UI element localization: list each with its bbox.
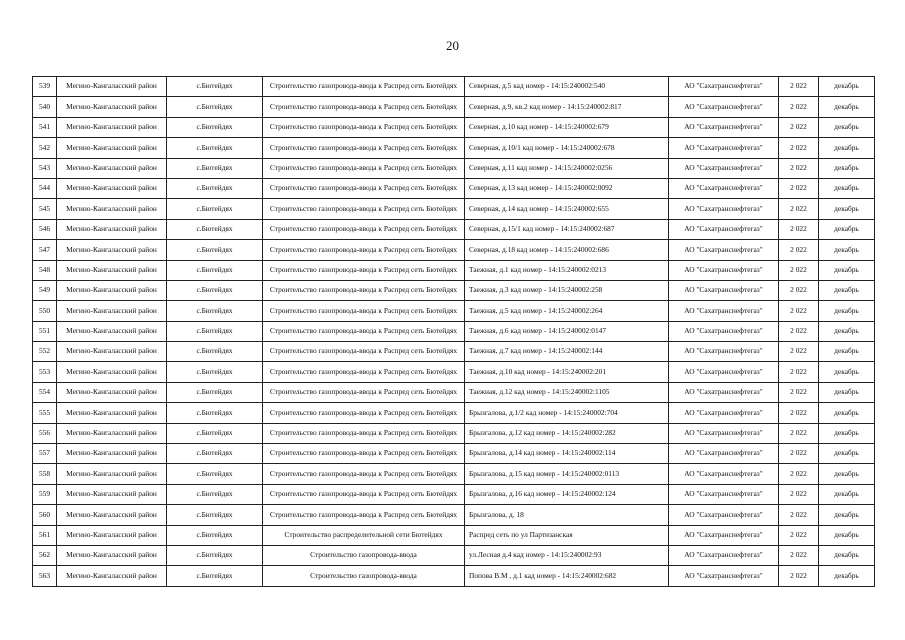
table-row	[33, 280, 875, 300]
work-description-cell: Строительство газопровода-ввода к Распред сеть Бютейдях	[263, 77, 465, 97]
month-cell: декабрь	[819, 423, 875, 443]
district-cell: Мегино-Кангаласский район	[57, 505, 167, 525]
address-cell: Таежная, д.5 кад номер - 14:15:240002:264	[465, 301, 669, 321]
organization-cell: АО "Сахатранснефтегаз"	[669, 178, 779, 198]
district-cell: Мегино-Кангаласский район	[57, 423, 167, 443]
address-cell: ул.Лесная д.4 кад номер - 14:15:240002:93	[465, 545, 669, 565]
table-row	[33, 240, 875, 260]
village-cell: с.Бютейдях	[167, 301, 263, 321]
row-number: 546	[33, 219, 57, 239]
work-description-cell: Строительство газопровода-ввода к Распред сеть Бютейдях	[263, 464, 465, 484]
work-description-cell: Строительство газопровода-ввода к Распред сеть Бютейдях	[263, 382, 465, 402]
month-cell: декабрь	[819, 77, 875, 97]
address-cell: Таежная, д.10 кад номер - 14:15:240002:201	[465, 362, 669, 382]
address-cell: Северная, д.13 кад номер - 14:15:240002:0092	[465, 178, 669, 198]
district-cell: Мегино-Кангаласский район	[57, 138, 167, 158]
year-cell: 2 022	[779, 97, 819, 117]
registry-table	[32, 76, 875, 587]
row-number: 547	[33, 240, 57, 260]
year-cell: 2 022	[779, 362, 819, 382]
district-cell: Мегино-Кангаласский район	[57, 484, 167, 504]
village-cell: с.Бютейдях	[167, 403, 263, 423]
row-number: 542	[33, 138, 57, 158]
row-number: 553	[33, 362, 57, 382]
district-cell: Мегино-Кангаласский район	[57, 382, 167, 402]
row-number: 540	[33, 97, 57, 117]
table-row	[33, 525, 875, 545]
table-row	[33, 545, 875, 565]
row-number: 541	[33, 117, 57, 137]
month-cell: декабрь	[819, 403, 875, 423]
table-row	[33, 138, 875, 158]
village-cell: с.Бютейдях	[167, 280, 263, 300]
row-number: 554	[33, 382, 57, 402]
year-cell: 2 022	[779, 423, 819, 443]
district-cell: Мегино-Кангаласский район	[57, 178, 167, 198]
address-cell: Северная, д.15/1 кад номер - 14:15:240002:687	[465, 219, 669, 239]
village-cell: с.Бютейдях	[167, 260, 263, 280]
row-number: 544	[33, 178, 57, 198]
village-cell: с.Бютейдях	[167, 77, 263, 97]
district-cell: Мегино-Кангаласский район	[57, 97, 167, 117]
month-cell: декабрь	[819, 525, 875, 545]
year-cell: 2 022	[779, 117, 819, 137]
village-cell: с.Бютейдях	[167, 321, 263, 341]
district-cell: Мегино-Кангаласский район	[57, 545, 167, 565]
village-cell: с.Бютейдях	[167, 342, 263, 362]
address-cell: Северная, д.10/1 кад номер - 14:15:240002:678	[465, 138, 669, 158]
village-cell: с.Бютейдях	[167, 566, 263, 586]
organization-cell: АО "Сахатранснефтегаз"	[669, 484, 779, 504]
address-cell: Распред сеть по ул Партизанская	[465, 525, 669, 545]
village-cell: с.Бютейдях	[167, 199, 263, 219]
village-cell: с.Бютейдях	[167, 382, 263, 402]
organization-cell: АО "Сахатранснефтегаз"	[669, 362, 779, 382]
district-cell: Мегино-Кангаласский район	[57, 280, 167, 300]
table-row	[33, 403, 875, 423]
work-description-cell: Строительство газопровода-ввода	[263, 545, 465, 565]
month-cell: декабрь	[819, 280, 875, 300]
village-cell: с.Бютейдях	[167, 97, 263, 117]
work-description-cell: Строительство газопровода-ввода к Распред сеть Бютейдях	[263, 362, 465, 382]
work-description-cell: Строительство газопровода-ввода к Распред сеть Бютейдях	[263, 240, 465, 260]
address-cell: Брызгалова, д.16 кад номер - 14:15:240002:124	[465, 484, 669, 504]
organization-cell: АО "Сахатранснефтегаз"	[669, 138, 779, 158]
month-cell: декабрь	[819, 464, 875, 484]
organization-cell: АО "Сахатранснефтегаз"	[669, 158, 779, 178]
work-description-cell: Строительство газопровода-ввода к Распред сеть Бютейдях	[263, 138, 465, 158]
address-cell: Брызгалова, д.1/2 кад номер - 14:15:240002:704	[465, 403, 669, 423]
year-cell: 2 022	[779, 382, 819, 402]
district-cell: Мегино-Кангаласский район	[57, 199, 167, 219]
organization-cell: АО "Сахатранснефтегаз"	[669, 566, 779, 586]
district-cell: Мегино-Кангаласский район	[57, 321, 167, 341]
month-cell: декабрь	[819, 362, 875, 382]
organization-cell: АО "Сахатранснефтегаз"	[669, 260, 779, 280]
organization-cell: АО "Сахатранснефтегаз"	[669, 382, 779, 402]
month-cell: декабрь	[819, 97, 875, 117]
month-cell: декабрь	[819, 505, 875, 525]
table-row	[33, 505, 875, 525]
organization-cell: АО "Сахатранснефтегаз"	[669, 240, 779, 260]
row-number: 548	[33, 260, 57, 280]
address-cell: Северная, д.5 кад номер - 14:15:240002:540	[465, 77, 669, 97]
month-cell: декабрь	[819, 321, 875, 341]
year-cell: 2 022	[779, 505, 819, 525]
table-row	[33, 158, 875, 178]
work-description-cell: Строительство газопровода-ввода к Распред сеть Бютейдях	[263, 158, 465, 178]
year-cell: 2 022	[779, 219, 819, 239]
work-description-cell: Строительство газопровода-ввода к Распред сеть Бютейдях	[263, 199, 465, 219]
year-cell: 2 022	[779, 158, 819, 178]
month-cell: декабрь	[819, 199, 875, 219]
village-cell: с.Бютейдях	[167, 525, 263, 545]
address-cell: Брызгалова, д. 18	[465, 505, 669, 525]
work-description-cell: Строительство газопровода-ввода к Распред сеть Бютейдях	[263, 301, 465, 321]
village-cell: с.Бютейдях	[167, 117, 263, 137]
organization-cell: АО "Сахатранснефтегаз"	[669, 117, 779, 137]
organization-cell: АО "Сахатранснефтегаз"	[669, 545, 779, 565]
village-cell: с.Бютейдях	[167, 178, 263, 198]
work-description-cell: Строительство газопровода-ввода	[263, 566, 465, 586]
year-cell: 2 022	[779, 444, 819, 464]
address-cell: Северная, д.10 кад номер - 14:15:240002:679	[465, 117, 669, 137]
year-cell: 2 022	[779, 545, 819, 565]
year-cell: 2 022	[779, 280, 819, 300]
table-row	[33, 464, 875, 484]
year-cell: 2 022	[779, 138, 819, 158]
district-cell: Мегино-Кангаласский район	[57, 117, 167, 137]
row-number: 549	[33, 280, 57, 300]
table-row	[33, 178, 875, 198]
row-number: 543	[33, 158, 57, 178]
registry-rows	[33, 77, 875, 587]
address-cell: Брызгалова, д.15 кад номер - 14:15:240002:0113	[465, 464, 669, 484]
row-number: 539	[33, 77, 57, 97]
table-row	[33, 301, 875, 321]
row-number: 563	[33, 566, 57, 586]
year-cell: 2 022	[779, 525, 819, 545]
village-cell: с.Бютейдях	[167, 362, 263, 382]
table-row	[33, 321, 875, 341]
village-cell: с.Бютейдях	[167, 219, 263, 239]
table-row	[33, 199, 875, 219]
table-row	[33, 219, 875, 239]
month-cell: декабрь	[819, 342, 875, 362]
organization-cell: АО "Сахатранснефтегаз"	[669, 403, 779, 423]
month-cell: декабрь	[819, 382, 875, 402]
village-cell: с.Бютейдях	[167, 138, 263, 158]
address-cell: Таежная, д.3 кад номер - 14:15:240002:258	[465, 280, 669, 300]
address-cell: Таежная, д.1 кад номер - 14:15:240002:0213	[465, 260, 669, 280]
row-number: 552	[33, 342, 57, 362]
month-cell: декабрь	[819, 260, 875, 280]
year-cell: 2 022	[779, 342, 819, 362]
year-cell: 2 022	[779, 321, 819, 341]
organization-cell: АО "Сахатранснефтегаз"	[669, 199, 779, 219]
year-cell: 2 022	[779, 566, 819, 586]
row-number: 562	[33, 545, 57, 565]
page-number: 20	[446, 38, 459, 53]
district-cell: Мегино-Кангаласский район	[57, 403, 167, 423]
work-description-cell: Строительство газопровода-ввода к Распред сеть Бютейдях	[263, 321, 465, 341]
organization-cell: АО "Сахатранснефтегаз"	[669, 423, 779, 443]
village-cell: с.Бютейдях	[167, 545, 263, 565]
row-number: 559	[33, 484, 57, 504]
address-cell: Северная, д.18 кад номер - 14:15:240002:686	[465, 240, 669, 260]
month-cell: декабрь	[819, 117, 875, 137]
district-cell: Мегино-Кангаласский район	[57, 342, 167, 362]
year-cell: 2 022	[779, 240, 819, 260]
village-cell: с.Бютейдях	[167, 444, 263, 464]
month-cell: декабрь	[819, 219, 875, 239]
district-cell: Мегино-Кангаласский район	[57, 444, 167, 464]
district-cell: Мегино-Кангаласский район	[57, 260, 167, 280]
work-description-cell: Строительство газопровода-ввода к Распред сеть Бютейдях	[263, 219, 465, 239]
district-cell: Мегино-Кангаласский район	[57, 219, 167, 239]
organization-cell: АО "Сахатранснефтегаз"	[669, 301, 779, 321]
month-cell: декабрь	[819, 566, 875, 586]
district-cell: Мегино-Кангаласский район	[57, 566, 167, 586]
address-cell: Таежная, д.12 кад номер - 14:15:240002:1105	[465, 382, 669, 402]
address-cell: Таежная, д.7 кад номер - 14:15:240002:144	[465, 342, 669, 362]
month-cell: декабрь	[819, 444, 875, 464]
district-cell: Мегино-Кангаласский район	[57, 464, 167, 484]
year-cell: 2 022	[779, 464, 819, 484]
district-cell: Мегино-Кангаласский район	[57, 525, 167, 545]
row-number: 545	[33, 199, 57, 219]
year-cell: 2 022	[779, 260, 819, 280]
month-cell: декабрь	[819, 301, 875, 321]
year-cell: 2 022	[779, 301, 819, 321]
table-row	[33, 77, 875, 97]
year-cell: 2 022	[779, 484, 819, 504]
row-number: 556	[33, 423, 57, 443]
month-cell: декабрь	[819, 545, 875, 565]
district-cell: Мегино-Кангаласский район	[57, 362, 167, 382]
organization-cell: АО "Сахатранснефтегаз"	[669, 280, 779, 300]
village-cell: с.Бютейдях	[167, 423, 263, 443]
work-description-cell: Строительство газопровода-ввода к Распред сеть Бютейдях	[263, 117, 465, 137]
table-row	[33, 117, 875, 137]
work-description-cell: Строительство газопровода-ввода к Распред сеть Бютейдях	[263, 444, 465, 464]
row-number: 550	[33, 301, 57, 321]
month-cell: декабрь	[819, 240, 875, 260]
row-number: 555	[33, 403, 57, 423]
work-description-cell: Строительство газопровода-ввода к Распред сеть Бютейдях	[263, 342, 465, 362]
month-cell: декабрь	[819, 178, 875, 198]
district-cell: Мегино-Кангаласский район	[57, 77, 167, 97]
row-number: 551	[33, 321, 57, 341]
row-number: 558	[33, 464, 57, 484]
address-cell: Брызгалова, д.12 кад номер - 14:15:240002:282	[465, 423, 669, 443]
work-description-cell: Строительство газопровода-ввода к Распред сеть Бютейдях	[263, 423, 465, 443]
month-cell: декабрь	[819, 484, 875, 504]
organization-cell: АО "Сахатранснефтегаз"	[669, 321, 779, 341]
month-cell: декабрь	[819, 158, 875, 178]
work-description-cell: Строительство газопровода-ввода к Распред сеть Бютейдях	[263, 484, 465, 504]
year-cell: 2 022	[779, 403, 819, 423]
village-cell: с.Бютейдях	[167, 240, 263, 260]
table-row	[33, 382, 875, 402]
table-row	[33, 362, 875, 382]
organization-cell: АО "Сахатранснефтегаз"	[669, 444, 779, 464]
address-cell: Северная, д.9, кв.2 кад номер - 14:15:240002:817	[465, 97, 669, 117]
address-cell: Брызгалова, д.14 кад номер - 14:15:240002:114	[465, 444, 669, 464]
work-description-cell: Строительство газопровода-ввода к Распред сеть Бютейдях	[263, 403, 465, 423]
village-cell: с.Бютейдях	[167, 158, 263, 178]
table-row	[33, 566, 875, 586]
organization-cell: АО "Сахатранснефтегаз"	[669, 219, 779, 239]
village-cell: с.Бютейдях	[167, 484, 263, 504]
table-row	[33, 444, 875, 464]
work-description-cell: Строительство газопровода-ввода к Распред сеть Бютейдях	[263, 260, 465, 280]
row-number: 561	[33, 525, 57, 545]
village-cell: с.Бютейдях	[167, 464, 263, 484]
organization-cell: АО "Сахатранснефтегаз"	[669, 97, 779, 117]
address-cell: Попова В.М , д.1 кад номер - 14:15:240002:682	[465, 566, 669, 586]
work-description-cell: Строительство распределительной сети Бютейдях	[263, 525, 465, 545]
year-cell: 2 022	[779, 178, 819, 198]
village-cell: с.Бютейдях	[167, 505, 263, 525]
table-row	[33, 484, 875, 504]
table-row	[33, 423, 875, 443]
table-row	[33, 260, 875, 280]
organization-cell: АО "Сахатранснефтегаз"	[669, 505, 779, 525]
year-cell: 2 022	[779, 199, 819, 219]
address-cell: Таежная, д.6 кад номер - 14:15:240002:0147	[465, 321, 669, 341]
work-description-cell: Строительство газопровода-ввода к Распред сеть Бютейдях	[263, 280, 465, 300]
month-cell: декабрь	[819, 138, 875, 158]
work-description-cell: Строительство газопровода-ввода к Распред сеть Бютейдях	[263, 178, 465, 198]
row-number: 557	[33, 444, 57, 464]
work-description-cell: Строительство газопровода-ввода к Распред сеть Бютейдях	[263, 505, 465, 525]
row-number: 560	[33, 505, 57, 525]
organization-cell: АО "Сахатранснефтегаз"	[669, 77, 779, 97]
table-row	[33, 342, 875, 362]
organization-cell: АО "Сахатранснефтегаз"	[669, 342, 779, 362]
organization-cell: АО "Сахатранснефтегаз"	[669, 464, 779, 484]
address-cell: Северная, д.14 кад номер - 14:15:240002:655	[465, 199, 669, 219]
work-description-cell: Строительство газопровода-ввода к Распред сеть Бютейдях	[263, 97, 465, 117]
organization-cell: АО "Сахатранснефтегаз"	[669, 525, 779, 545]
year-cell: 2 022	[779, 77, 819, 97]
district-cell: Мегино-Кангаласский район	[57, 158, 167, 178]
address-cell: Северная, д.11 кад номер - 14:15:240002:0256	[465, 158, 669, 178]
table-row	[33, 97, 875, 117]
district-cell: Мегино-Кангаласский район	[57, 301, 167, 321]
district-cell: Мегино-Кангаласский район	[57, 240, 167, 260]
